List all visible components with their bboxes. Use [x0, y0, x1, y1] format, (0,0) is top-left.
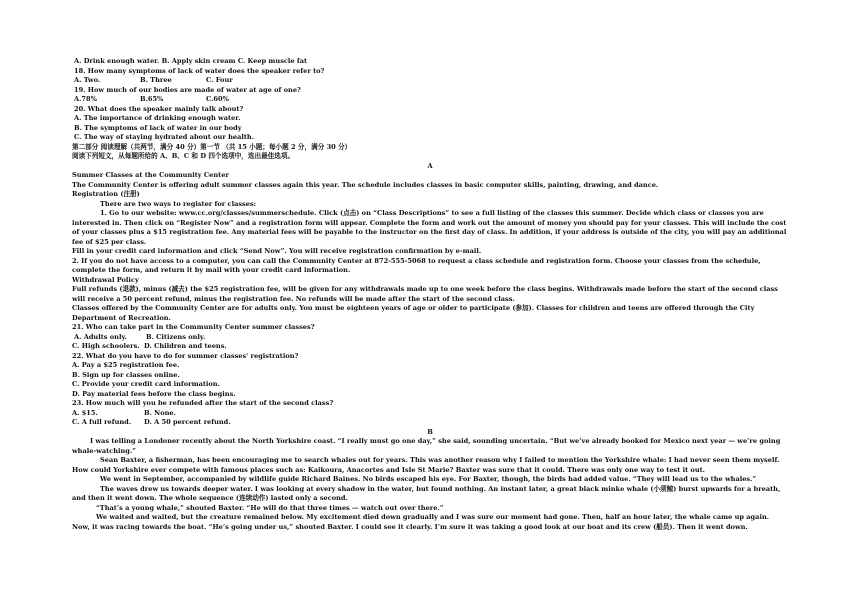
registration-way-1-send: Fill in your credit card information and click “Send Now”. You will receive registration confirmation by e-mail.: [72, 247, 482, 255]
part2-instruction: 阅读下列短文，从每题所给的 A、B、C 和 D 四个选项中，选出最佳选项。: [72, 152, 295, 160]
q19-options: [72, 95, 788, 105]
q20-option-b: B. The symptoms of lack of water in our body: [74, 123, 242, 132]
q22-option-c: C. Provide your credit card information.: [72, 380, 220, 388]
exam-page: [72, 57, 788, 532]
q23-question: 23. How much will you be refunded after the start of the second class?: [72, 399, 334, 407]
q20-question: 20. What does the speaker mainly talk about?: [74, 104, 244, 113]
q22-question: 22. What do you have to do for summer classes' registration?: [72, 351, 299, 360]
q23-options-ab: [72, 409, 788, 419]
q23-option-c: C. A full refund.: [72, 418, 132, 426]
registration-ways: There are two ways to register for classes:: [100, 199, 257, 208]
withdrawal-title: Withdrawal Policy: [72, 275, 139, 284]
q18-option-a: A. Two.: [74, 76, 101, 84]
q21-question: 21. Who can take part in the Community Center summer classes?: [72, 323, 315, 331]
classes-note: Classes offered by the Community Center are for adults only. You must be eighteen years of age or older to participate (参加). Classes for children and teens are offered through the City Department of Recreation.: [72, 304, 755, 322]
q23-options-cd: [72, 418, 788, 428]
registration-title: Registration (注册): [72, 190, 140, 198]
q21-option-a: A. Adults only.: [74, 332, 127, 341]
passage-a-intro: The Community Center is offering adult summer classes again this year. The schedule includes classes in basic computer skills, painting, drawing, and dance.: [72, 180, 659, 189]
q19-option-c: C.60%: [206, 95, 229, 103]
q19-option-b: B.65%: [140, 95, 164, 103]
q23-option-a: A. $15.: [72, 408, 98, 417]
q20-option-c: C. The way of staying hydrated about our health.: [74, 133, 254, 141]
q22-option-a: A. Pay a $25 registration fee.: [72, 361, 180, 369]
passage-b-paragraph-2: Sean Baxter, a fisherman, has been encouraging me to search whales out for years. This was another reason why I failed to mention the Yorkshire whale: I had never seen them myself. How could Yorkshire ever compete with famous places such as: Kaikoura, Anacortes and Isle St Marie? Baxter was sure that it could. There was only one way to test it out.: [72, 456, 780, 474]
q20-option-a: A. The importance of drinking enough water.: [74, 114, 241, 122]
q21-option-d: D. Children and teens.: [144, 342, 227, 350]
passage-b-paragraph-3: We went in September, accompanied by wildlife guide Richard Baines. No birds escaped his eye. For Baxter, though, the birds had added value. “They will lead us to the whales.”: [100, 475, 757, 483]
q18-option-b: B. Three: [140, 76, 172, 84]
q21-options-cd: [72, 342, 788, 352]
withdrawal-text: Full refunds (退款), minus (减去) the $25 registration fee, will be given for any withdrawals made up to one week before the class begins. Withdrawals made before the start of the second class will receive a 50 percent refund, minus the registration fee. No refunds will be made after the start of the second class.: [72, 285, 778, 303]
passage-b-paragraph-4: The waves drew us towards deeper water. I was looking at every shadow in the water, but found nothing. An instant later, a great black minke whale (小须鲸) burst upwards for a breath, and then it went down. The whole sequence (连续动作) lasted only a second.: [72, 484, 781, 502]
passage-b-paragraph-5: “That’s a young whale,” shouted Baxter. “He will do that three times — watch out over there.”: [96, 503, 444, 512]
q22-option-b: B. Sign up for classes online.: [72, 370, 180, 379]
passage-a-letter: A: [427, 161, 433, 170]
q18-option-c: C. Four: [206, 76, 233, 84]
q17-options: A. Drink enough water. B. Apply skin cream C. Keep muscle fat: [74, 57, 308, 65]
q18-question: 18. How many symptoms of lack of water does the speaker refer to?: [74, 66, 325, 75]
q21-option-c: C. High schoolers.: [72, 342, 140, 350]
q23-option-b: B. None.: [144, 408, 176, 417]
q21-option-b: B. Citizens only.: [146, 332, 206, 341]
q21-options-ab: [72, 333, 788, 343]
registration-way-2: 2. If you do not have access to a computer, you can call the Community Center at 872-555-5068 to request a class schedule and registration form. Choose your classes from the schedule, complete the form, and return it by mail with your credit card information.: [72, 256, 761, 274]
q19-question: 19. How much of our bodies are made of water at age of one?: [74, 85, 301, 94]
passage-b-paragraph-6: We waited and waited, but the creature remained below. My excitement died down gradually and I was sure our moment had gone. Then, half an hour later, the whale came up again. Now, it was racing towards the boat. “He’s going under us,” shouted Baxter. I could see it clearly. I’m sure it was taking a good look at our boat and its crew (船员). Then it went down.: [72, 513, 770, 531]
q19-option-a: A.78%: [74, 95, 97, 103]
passage-a-title: Summer Classes at the Community Center: [72, 171, 229, 179]
registration-way-1: 1. Go to our website: www.cc.org/classes/summerschedule. Click (点击) on “Class Descriptions” to see a full listing of the classes this summer. Decide which class or classes you are interested in. Then click on “Register Now” and a registration form will appear. Complete the form and work out the amount of money you should pay for your classes. This will include the cost of your classes plus a $15 registration fee. Any material fees will be payable to the instructor on the first day of class. In addition, if your address is outside of the city, you will pay an additional fee of $25 per class.: [72, 209, 787, 246]
passage-b-paragraph-1: I was telling a Londoner recently about the North Yorkshire coast. “I really must go one day,” she said, sounding uncertain. “But we’ve already booked for Mexico next year — we’re going whale-watching.”: [72, 437, 781, 455]
part2-heading: 第二部分 阅读理解（共两节，满分 40 分）第一节 （共 15 小题；每小题 2 分，满分 30 分）: [72, 142, 352, 151]
q18-options: [72, 76, 788, 86]
passage-b-letter: B: [427, 427, 433, 436]
q22-option-d: D. Pay material fees before the class begins.: [72, 389, 236, 398]
q23-option-d: D. A 50 percent refund.: [144, 418, 231, 426]
